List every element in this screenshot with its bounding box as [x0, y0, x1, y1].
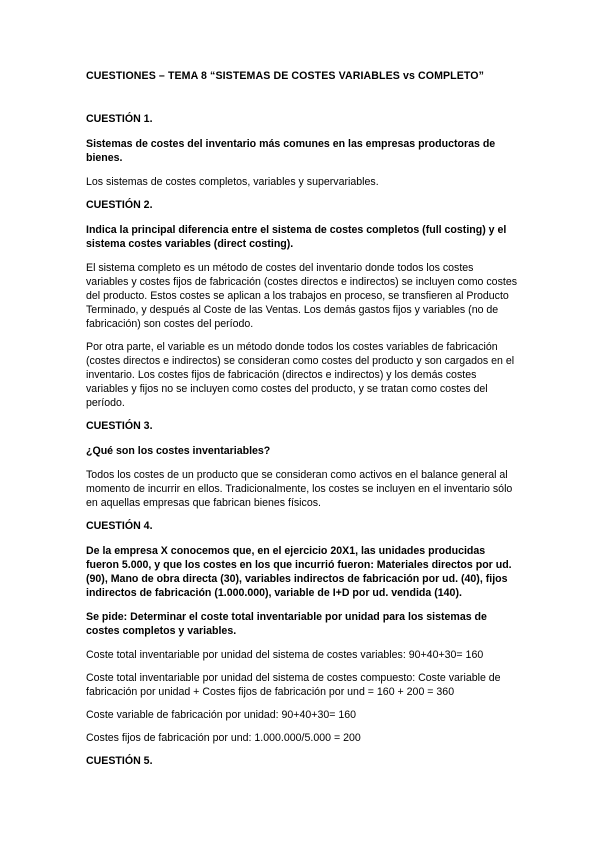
question-4-ask: Se pide: Determinar el coste total inventariable por unidad para los sistemas de costes completos y variables.: [86, 611, 487, 637]
question-3-text: ¿Qué son los costes inventariables?: [86, 445, 271, 457]
question-4: [86, 519, 518, 745]
question-4-answer-line-1: Coste total inventariable por unidad del sistema de costes variables: 90+40+30= 160: [86, 649, 484, 661]
question-2-answer-paragraph-1: El sistema completo es un método de costes del inventario donde todos los costes variables y costes fijos de fabricación (costes directos e indirectos) se incluyen como costes del producto. Estos costes se aplican a los trabajos en proceso, se transfieren al Producto Terminado, y después al Coste de las Ventas. Los demás gastos fijos y variables (no de fabricación) son costes del período.: [86, 262, 518, 330]
question-3-heading: CUESTIÓN 3.: [86, 420, 153, 432]
question-1-answer: Los sistemas de costes completos, variables y supervariables.: [86, 176, 379, 188]
question-1-text: Sistemas de costes del inventario más comunes en las empresas productoras de bienes.: [86, 138, 496, 164]
question-4-answer-line-2: Coste total inventariable por unidad del sistema de costes compuesto: Coste variable de fabricación por unidad + Costes fijos de fabricación por und = 160 + 200 = 360: [86, 672, 501, 698]
question-2-answer-paragraph-2: Por otra parte, el variable es un método donde todos los costes variables de fabricación (costes directos e indirectos) se consideran como costes del producto y son cargados en el inventario. Los costes fijos de fabricación (directos e indirectos) y los demás costes variables y fijos no se incluyen como costes del producto, y se tratan como costes del período.: [86, 341, 515, 409]
question-3: [86, 419, 518, 510]
question-3-answer: Todos los costes de un producto que se consideran como activos en el balance general al momento de incurrir en ellos. Tradicionalmente, los costes se incluyen en el inventario sólo en aquellas empresas que fabrican bienes físicos.: [86, 469, 513, 509]
question-1: [86, 112, 518, 189]
question-5-heading: CUESTIÓN 5.: [86, 755, 153, 767]
document-body: [86, 112, 518, 779]
question-4-answer-line-3: Coste variable de fabricación por unidad: 90+40+30= 160: [86, 709, 357, 721]
question-5: [86, 754, 518, 768]
question-2-heading: CUESTIÓN 2.: [86, 199, 153, 211]
question-4-statement: De la empresa X conocemos que, en el ejercicio 20X1, las unidades producidas fueron 5.000, y que los costes en los que incurrió fueron: Materiales directos por ud. (90), Mano de obra directa (30), variables indirectos de fabricación por ud. (40), fijos indirectos de fabricación (1.000.000), variable de I+D por ud. vendida (140).: [86, 545, 512, 599]
question-2-text: Indica la principal diferencia entre el sistema de costes completos (full costing) y el sistema costes variables (direct costing).: [86, 224, 507, 250]
question-1-heading: CUESTIÓN 1.: [86, 113, 153, 125]
question-2: [86, 198, 518, 410]
document-title: CUESTIONES – TEMA 8 “SISTEMAS DE COSTES VARIABLES vs COMPLETO”: [86, 70, 485, 82]
question-4-answer-line-4: Costes fijos de fabricación por und: 1.000.000/5.000 = 200: [86, 732, 361, 744]
question-4-heading: CUESTIÓN 4.: [86, 520, 153, 532]
